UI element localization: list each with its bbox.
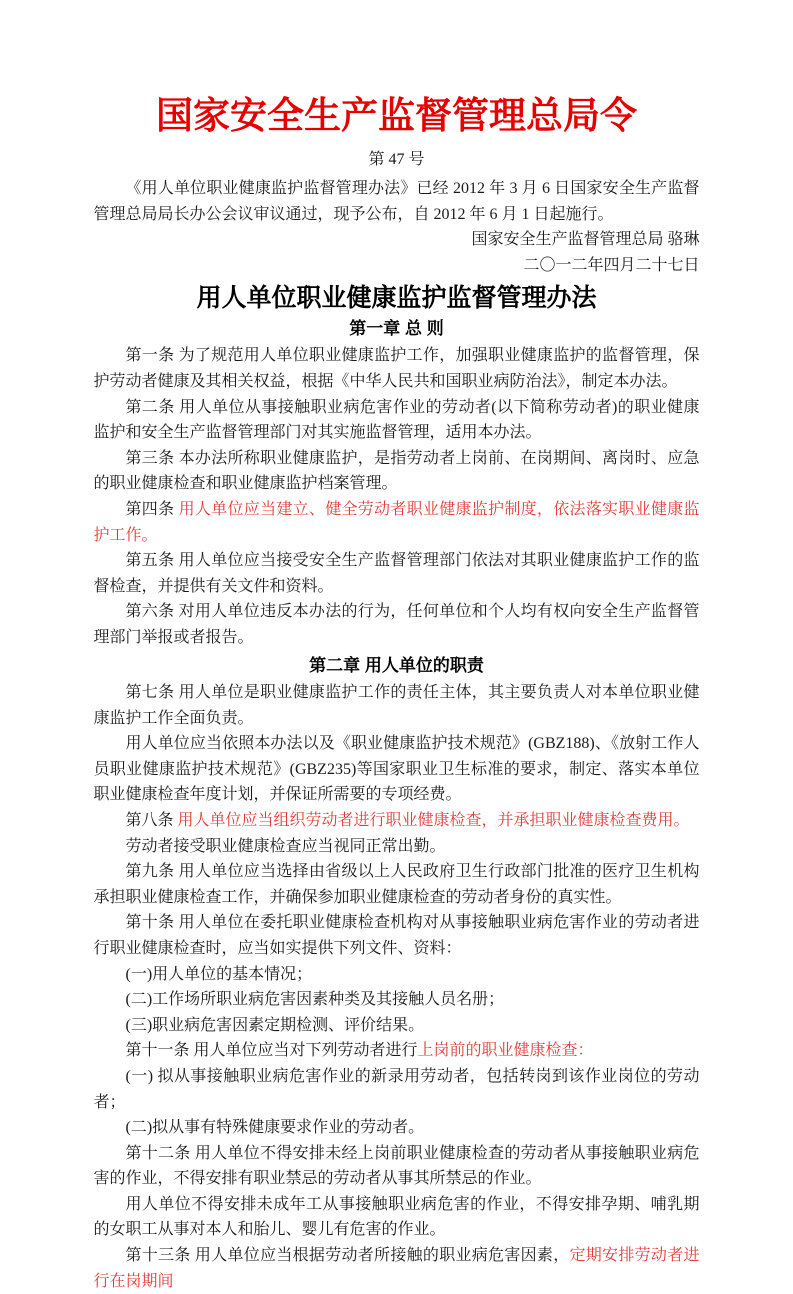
- body-paragraph: [94, 859, 700, 910]
- body-paragraph: [94, 910, 700, 961]
- paragraph-text: 第十一条 用人单位应当对下列劳动者进行: [125, 1042, 418, 1060]
- body-paragraph: [94, 680, 700, 731]
- paragraph-text: 第五条 用人单位应当接受安全生产监督管理部门依法对其职业健康监护工作的监督检查，并提供有关文件和资料。: [93, 552, 700, 595]
- paragraph-text: (二)工作场所职业病危害因素种类及其接触人员名册；: [125, 991, 505, 1009]
- paragraph-text: 第二条 用人单位从事接触职业病危害作业的劳动者(以下简称劳动者)的职业健康监护和安全生产监督管理部门对其实施监督管理，适用本办法。: [93, 398, 700, 442]
- emphasis-red-text: 上岗前的职业健康检查：: [417, 1042, 594, 1060]
- signature-date: 二〇一二年四月二十七日: [523, 257, 700, 275]
- body-paragraph: [94, 1141, 700, 1192]
- paragraph-text: 第十条 用人单位在委托职业健康检查机构对从事接触职业病危害作业的劳动者进行职业健康检查时，应当如实提供下列文件、资料：: [93, 914, 700, 957]
- body-paragraph: [94, 1013, 700, 1039]
- paragraph-text: (二)拟从事有特殊健康要求作业的劳动者。: [125, 1119, 425, 1137]
- body-paragraph: [94, 834, 700, 860]
- signature-agency: 国家安全生产监督管理总局 骆琳: [471, 231, 700, 249]
- paragraph-text: 劳动者接受职业健康检查应当视同正常出勤。: [125, 837, 446, 855]
- paragraph-text: (一) 拟从事接触职业病危害作业的新录用劳动者，包括转岗到该作业岗位的劳动者；: [93, 1067, 700, 1111]
- body-paragraph: [94, 731, 700, 808]
- body-paragraph: [94, 446, 700, 497]
- paragraph-text: (三)职业病危害因素定期检测、评价结果。: [125, 1016, 425, 1034]
- body-paragraph: [94, 1038, 700, 1064]
- preamble-paragraph: 《用人单位职业健康监护监督管理办法》已经 2012 年 3 月 6 日国家安全生产监督管理总局局长办公会议审议通过，现予公布，自 2012 年 6 月 1 日起施行。: [93, 180, 700, 223]
- body-paragraph: [94, 1192, 700, 1243]
- paragraph-text: 第三条 本办法所称职业健康监护，是指劳动者上岗前、在岗期间、离岗时、应急的职业健康检查和职业健康监护档案管理。: [93, 449, 700, 493]
- body-paragraph: [94, 548, 700, 599]
- paragraph-text: 第四条: [125, 500, 179, 518]
- chapter-heading: [94, 316, 700, 342]
- paragraph-text: 第九条 用人单位应当选择由省级以上人民政府卫生行政部门批准的医疗卫生机构承担职业健康检查工作，并确保参加职业健康检查的劳动者身份的真实性。: [93, 863, 700, 906]
- paragraph-text: 第十二条 用人单位不得安排未经上岗前职业健康检查的劳动者从事接触职业病危害的作业，不得安排有职业禁忌的劳动者从事其所禁忌的作业。: [93, 1144, 700, 1188]
- body-paragraph: [94, 497, 700, 548]
- paragraph-text: 第六条 对用人单位违反本办法的行为，任何单位和个人均有权向安全生产监督管理部门举报或者报告。: [93, 603, 700, 646]
- paragraph-text: 用人单位不得安排未成年工从事接触职业病危害的作业，不得安排孕期、哺乳期的女职工从事对本人和胎儿、婴儿有危害的作业。: [93, 1195, 700, 1239]
- emphasis-red-text: 用人单位应当建立、健全劳动者职业健康监护制度，依法落实职业健康监护工作。: [93, 500, 700, 544]
- paragraph-text: (一)用人单位的基本情况；: [125, 965, 313, 983]
- body-paragraph: [94, 343, 700, 394]
- paragraph-text: 用人单位应当依照本办法以及《职业健康监护技术规范》(GBZ188)、《放射工作人员职业健康监护技术规范》(GBZ235)等国家职业卫生标准的要求，制定、落实本单位职业健康检查年度计划，并保证所需要的专项经费。: [93, 735, 700, 804]
- body-paragraph: [94, 599, 700, 650]
- paragraph-text: 第七条 用人单位是职业健康监护工作的责任主体，其主要负责人对本单位职业健康监护工作全面负责。: [93, 684, 700, 727]
- paragraph-text: 第一章 总 则: [349, 318, 444, 338]
- chapter-heading: [94, 653, 700, 679]
- document-content: [94, 0, 700, 1294]
- masthead-title: 国家安全生产监督管理总局令: [156, 96, 637, 137]
- document-body: [94, 316, 700, 1294]
- body-paragraph: [94, 962, 700, 988]
- signature-block: [94, 227, 700, 278]
- body-paragraph: [94, 1115, 700, 1141]
- paragraph-text: 第一条 为了规范用人单位职业健康监护工作，加强职业健康监护的监督管理，保护劳动者健康及其相关权益，根据《中华人民共和国职业病防治法》，制定本办法。: [93, 347, 700, 390]
- body-paragraph: [94, 987, 700, 1013]
- emphasis-red-text: 用人单位应当组织劳动者进行职业健康检查，并承担职业健康检查费用。: [177, 811, 690, 829]
- emphasis-red-text: 定期安排劳动者进行在岗期间: [93, 1247, 700, 1290]
- paragraph-text: 第八条: [125, 811, 178, 829]
- body-paragraph: [94, 1064, 700, 1115]
- body-paragraph: [94, 1243, 700, 1294]
- body-paragraph: [94, 808, 700, 834]
- body-paragraph: [94, 395, 700, 446]
- issue-number: 第 47 号: [368, 151, 425, 169]
- paragraph-text: 第二章 用人单位的职责: [309, 655, 484, 675]
- document-title: 用人单位职业健康监护监督管理办法: [196, 283, 597, 312]
- paragraph-text: 第十三条 用人单位应当根据劳动者所接触的职业病危害因素，: [125, 1247, 570, 1265]
